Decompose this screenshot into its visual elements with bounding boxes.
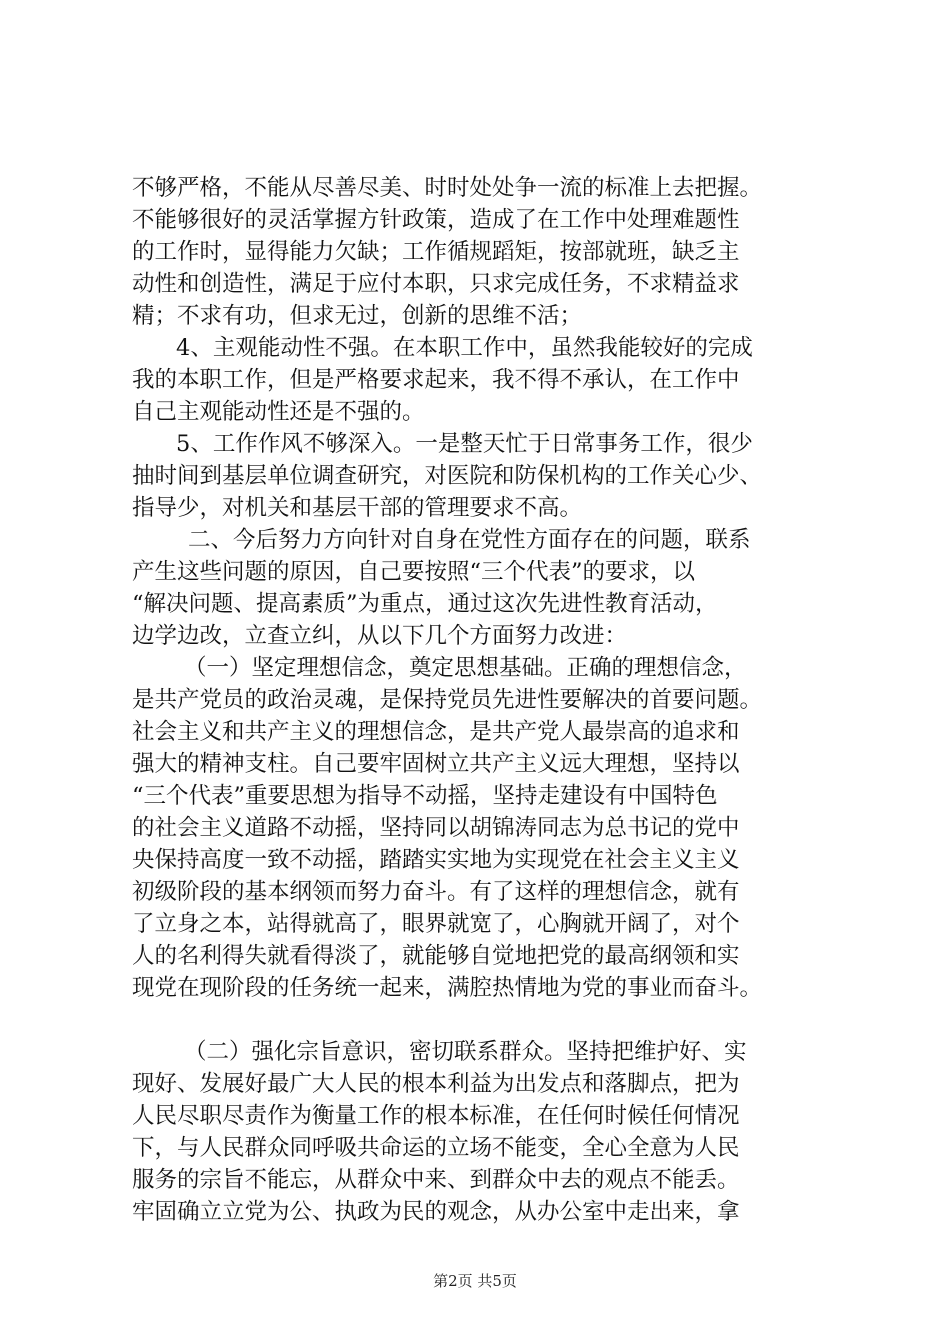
text-line: 不能够很好的灵活掌握方针政策，造成了在工作中处理难题性	[132, 207, 740, 233]
text-line: 不够严格，不能从尽善尽美、时时处处争一流的标准上去把握。	[132, 175, 763, 201]
text-line: 抽时间到基层单位调查研究，对医院和防保机构的工作关心少、	[132, 463, 763, 489]
text-line: 强大的精神支柱。自己要牢固树立共产主义远大理想，坚持以	[132, 751, 740, 777]
text-line: 服务的宗旨不能忘，从群众中来、到群众中去的观点不能丢。	[132, 1167, 740, 1193]
text-line: 了立身之本，站得就高了，眼界就宽了，心胸就开阔了，对个	[132, 911, 740, 937]
paragraph-start-line: 二、今后努力方向针对自身在党性方面存在的问题，联系	[188, 527, 751, 553]
text-line: 自己主观能动性还是不强的。	[132, 399, 425, 425]
paragraph-start-line: 5、工作作风不够深入。一是整天忙于日常事务工作，很少	[176, 431, 753, 457]
text-line: 央保持高度一致不动摇，踏踏实实地为实现党在社会主义主义	[132, 847, 740, 873]
text-line: 下，与人民群众同呼吸共命运的立场不能变，全心全意为人民	[132, 1135, 740, 1161]
text-line: 现好、发展好最广大人民的根本利益为出发点和落脚点，把为	[132, 1071, 740, 1097]
text-line: 我的本职工作，但是严格要求起来，我不得不承认，在工作中	[132, 367, 740, 393]
text-line: 社会主义和共产主义的理想信念，是共产党人最崇高的追求和	[132, 719, 740, 745]
text-line: 的社会主义道路不动摇，坚持同以胡锦涛同志为总书记的党中	[132, 815, 740, 841]
paragraph-start-line: （二）强化宗旨意识，密切联系群众。坚持把维护好、实	[184, 1039, 747, 1065]
text-line: “三个代表”重要思想为指导不动摇，坚持走建设有中国特色	[132, 783, 718, 809]
text-line: 人的名利得失就看得淡了，就能够自觉地把党的最高纲领和实	[132, 943, 740, 969]
text-line: 的工作时，显得能力欠缺；工作循规蹈矩，按部就班，缺乏主	[132, 239, 740, 265]
text-line: 牢固确立立党为公、执政为民的观念，从办公室中走出来，拿	[132, 1199, 740, 1225]
text-line: 产生这些问题的原因，自己要按照“三个代表”的要求，以	[132, 559, 696, 585]
text-line: 指导少，对机关和基层干部的管理要求不高。	[132, 495, 583, 521]
text-line: 人民尽职尽责作为衡量工作的根本标准，在任何时候任何情况	[132, 1103, 740, 1129]
paragraph-start-line: （一）坚定理想信念，奠定思想基础。正确的理想信念，	[184, 655, 747, 681]
paragraph-gap	[132, 1004, 832, 1036]
paragraph-start-line: 4、主观能动性不强。在本职工作中，虽然我能较好的完成	[176, 335, 753, 361]
text-line: 是共产党员的政治灵魂，是保持党员先进性要解决的首要问题。	[132, 687, 763, 713]
text-line: 动性和创造性，满足于应付本职，只求完成任务，不求精益求	[132, 271, 740, 297]
text-line: 精；不求有功，但求无过，创新的思维不活；	[132, 303, 583, 329]
text-line: 边学边改，立查立纠，从以下几个方面努力改进：	[132, 623, 628, 649]
text-line: 现党在现阶段的任务统一起来，满腔热情地为党的事业而奋斗。	[132, 975, 763, 1001]
document-body	[132, 172, 832, 1228]
page-number-footer: 第2页 共5页	[433, 1272, 517, 1290]
text-line: “解决问题、提高素质”为重点，通过这次先进性教育活动，	[132, 591, 718, 617]
text-line: 初级阶段的基本纲领而努力奋斗。有了这样的理想信念，就有	[132, 879, 740, 905]
